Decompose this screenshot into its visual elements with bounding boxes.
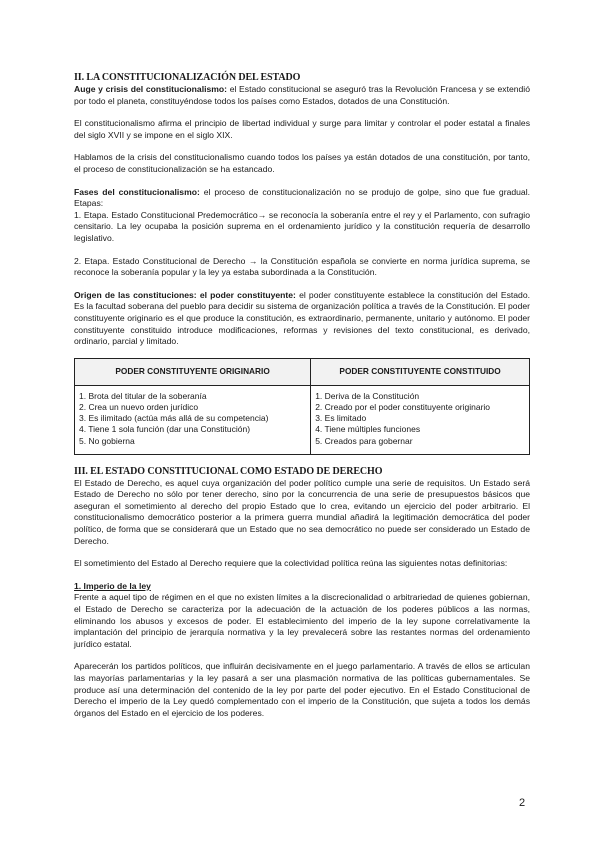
paragraph: El Estado de Derecho, es aquel cuya organización del poder político cumple una serie de requisitos. Un Estado será Estado de Derecho no sólo por tener derecho, sino por la concurrencia de una serie de presupuestos básicos que aseguran el sometimiento al derecho del propio Estado que lo crea, evitando un ejercicio del poder arbitrario. El constitucionalismo democrático posterior a la primera guerra mundial añadirá la legitimación democrática del poder político, de forma que se considerará que un Estado que no sea democrático no puede ser considerado un Estado de Derecho. <box>74 477 530 546</box>
list-item: 2. Crea un nuevo orden jurídico <box>79 401 199 412</box>
list-item: 5. Creados para gobernar <box>315 435 413 446</box>
comparison-table <box>74 358 530 455</box>
paragraph: Frente a aquel tipo de régimen en el que no existen límites a la discrecionalidad o arbitrariedad de quienes gobiernan, el Estado de Derecho se caracteriza por la adecuación de la actuación de los poderes públicos a las normas, eliminando los abusos y excesos de poder. El establecimiento del imperio de la ley supone correlativamente la implantación del principio de jerarquía normativa y la ley prevalecerá sobre las restantes normas del ordenamiento jurídico estatal. <box>74 592 530 649</box>
list-item: 4. Tiene 1 sola función (dar una Constitución) <box>79 424 251 435</box>
list-item: 3. Es ilimitado (actúa más allá de su competencia) <box>79 413 269 424</box>
table-cell <box>311 385 530 454</box>
table-header: PODER CONSTITUYENTE CONSTITUIDO <box>311 358 530 385</box>
bold-label: Auge y crisis del constitucionalismo: <box>74 84 228 94</box>
section-title: III. EL ESTADO CONSTITUCIONAL COMO ESTADO DE DERECHO <box>74 465 383 477</box>
table-cell <box>75 385 311 454</box>
paragraph: El constitucionalismo afirma el principio de libertad individual y surge para limitar y controlar el poder estatal a finales del siglo XVII y se impone en el siglo XIX. <box>74 118 530 140</box>
bold-label: Origen de las constituciones: el poder constituyente: <box>74 289 296 300</box>
paragraph: Auge y crisis del constitucionalismo: el Estado constitucional se aseguró tras la Revolución Francesa y se extendió por todo el planeta, constituyéndose todos los países como Estados, dotados de una Constitución. <box>74 84 530 106</box>
paragraph: El sometimiento del Estado al Derecho requiere que la colectividad política reúna las siguientes notas definitorias: <box>74 558 508 569</box>
list-item: 1. Brota del titular de la soberanía <box>79 390 207 401</box>
paragraph: Fases del constitucionalismo: el proceso de constitucionalización no se produjo de golpe, sino que fue gradual. Etapas: <box>74 186 530 209</box>
subsection-title: 1. Imperio de la ley <box>74 580 151 591</box>
list-item: 4. Tiene múltiples funciones <box>315 424 421 435</box>
paragraph: 2. Etapa. Estado Constitucional de Derecho → la Constitución española se convierte en norma jurídica suprema, se reconoce la soberanía popular y la ley ya estaba subordinada a la Constitución. <box>74 255 530 278</box>
bold-label: Fases del constitucionalismo: <box>74 186 200 197</box>
list-item: 1. Deriva de la Constitución <box>315 390 420 401</box>
paragraph: 1. Etapa. Estado Constitucional Predemocrático→ se reconocía la soberanía entre el rey y el Parlamento, con sufragio censitario. La ley ocupaba la posición suprema en el ordenamiento jurídico y la constitución requería de desarrollo legislativo. <box>74 209 530 243</box>
list-item: 2. Creado por el poder constituyente originario <box>315 401 491 412</box>
paragraph: Aparecerán los partidos políticos, que influirán decisivamente en el juego parlamentario. A través de ellos se articulan las mayorías parlamentarias y la ley pasará a ser una plasmación normativa de las políticas gubernamentales. Se produce así una determinación del contenido de la ley por parte del poder ejecutivo. En el Estado Constitucional de Derecho el imperio de la Ley quedó complementado con el imperio de la Constitución, que sujeta a todos los demás órganos del Estado en el ejercicio de los poderes. <box>74 661 530 718</box>
list-item: 5. No gobierna <box>79 435 135 446</box>
document-page <box>74 72 530 719</box>
list-item: 3. Es limitado <box>315 413 367 424</box>
table-header: PODER CONSTITUYENTE ORIGINARIO <box>75 358 311 385</box>
paragraph: Hablamos de la crisis del constitucionalismo cuando todos los países ya están dotados de una constitución, por tanto, el proceso de constitucionalización se ha estancado. <box>74 152 530 174</box>
paragraph: Origen de las constituciones: el poder constituyente: el poder constituyente establece la constitución del Estado. Es la facultad soberana del pueblo para decidir su sistema de organización política a través de la Constitución. El poder constituyente originario es el que produce la constitución, es extraordinario, permanente, unitario y autónomo. El poder constituyente constituido introduce modificaciones, reformas y revisiones del texto constitucional, es derivado, ordinario, parcial y limitado. <box>74 289 530 347</box>
section-title: II. LA CONSTITUCIONALIZACIÓN DEL ESTADO <box>74 72 301 83</box>
page-number: 2 <box>519 797 526 809</box>
